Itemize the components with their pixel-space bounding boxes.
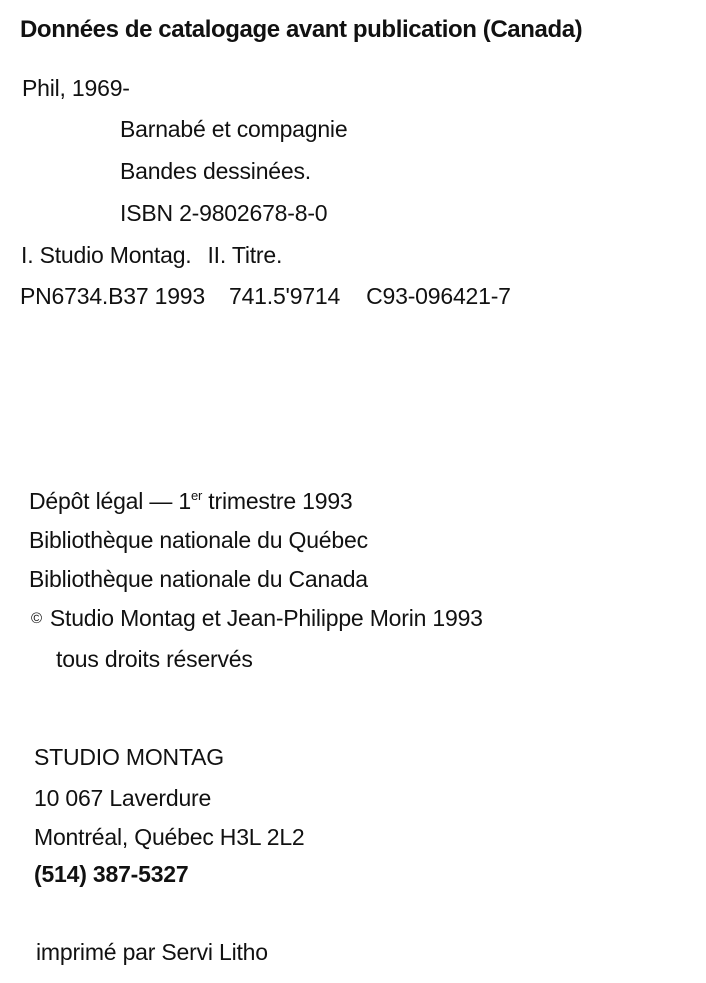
publisher-phone: (514) 387-5327	[34, 861, 189, 887]
copyright-line	[31, 604, 483, 633]
cip-subject: Bandes dessinées.	[120, 158, 311, 184]
printer-credit: imprimé par Servi Litho	[36, 939, 268, 965]
cip-class-lc: PN6734.B37 1993	[20, 283, 205, 309]
cip-classification	[20, 282, 511, 310]
cip-class-dewey: 741.5'9714	[229, 283, 341, 309]
cip-added-entry-2: II. Titre.	[207, 242, 283, 268]
cip-added-entry-1: I. Studio Montag.	[21, 242, 192, 268]
legal-deposit-suffix: trimestre 1993	[202, 488, 353, 514]
cip-added-entries	[21, 241, 282, 269]
copyright-symbol: ©	[31, 610, 42, 627]
deposit-bnq: Bibliothèque nationale du Québec	[29, 527, 368, 553]
deposit-bnc: Bibliothèque nationale du Canada	[29, 566, 368, 592]
publisher-street: 10 067 Laverdure	[34, 785, 212, 811]
legal-deposit	[29, 487, 353, 515]
cip-title: Barnabé et compagnie	[120, 116, 348, 142]
cip-isbn: ISBN 2-9802678-8-0	[120, 200, 328, 226]
cip-heading: Données de catalogage avant publication (Canada)	[20, 16, 583, 43]
legal-deposit-ordinal: er	[190, 488, 203, 503]
publisher-city: Montréal, Québec H3L 2L2	[34, 824, 305, 850]
cip-class-cip: C93-096421-7	[366, 283, 511, 309]
publisher-name: STUDIO MONTAG	[34, 744, 224, 770]
copyright-holders: Studio Montag et Jean-Philippe Morin 1993	[49, 605, 483, 631]
rights-reserved: tous droits réservés	[56, 646, 253, 672]
cip-author: Phil, 1969-	[22, 75, 130, 101]
legal-deposit-prefix: Dépôt légal — 1	[29, 488, 191, 514]
